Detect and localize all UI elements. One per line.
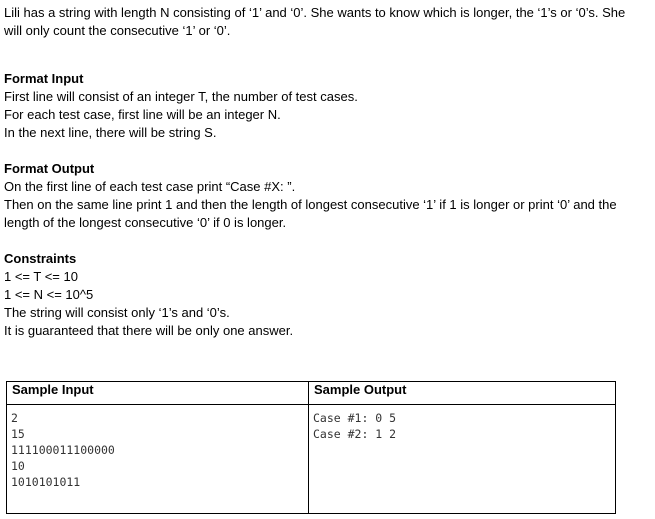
description-line-2: will only count the consecutive ‘1’ or ‘0’. [4, 23, 231, 38]
sample-input-line: 10 [11, 459, 25, 473]
constraints-section [4, 250, 644, 340]
description-line-1: Lili has a string with length N consisting of ‘1’ and ‘0’. She wants to know which is longer, the ‘1’s or ‘0’s. She [4, 5, 626, 20]
format-output-line: On the first line of each test case print “Case #X: ”. [4, 179, 296, 194]
sample-output-cell [309, 405, 616, 514]
constraint-line: It is guaranteed that there will be only one answer. [4, 323, 294, 338]
constraint-line: The string will consist only ‘1’s and ‘0’s. [4, 305, 230, 320]
constraint-line: 1 <= T <= 10 [4, 269, 78, 284]
constraint-line: 1 <= N <= 10^5 [4, 287, 94, 302]
sample-output-line: Case #2: 1 2 [313, 427, 397, 441]
sample-input-cell [7, 405, 309, 514]
constraints-heading: Constraints [4, 251, 77, 266]
sample-table [6, 381, 616, 514]
format-output-section [4, 160, 644, 232]
format-input-line: First line will consist of an integer T, the number of test cases. [4, 89, 358, 104]
sample-input-line: 111100011100000 [11, 443, 115, 457]
format-input-section [4, 70, 644, 142]
problem-statement [4, 4, 644, 340]
sample-input-header: Sample Input [7, 382, 309, 405]
format-input-heading: Format Input [4, 71, 84, 86]
format-input-line: In the next line, there will be string S. [4, 125, 217, 140]
sample-input-line: 15 [11, 427, 25, 441]
sample-input-line: 2 [11, 411, 18, 425]
sample-input-line: 1010101011 [11, 475, 81, 489]
sample-output-header: Sample Output [309, 382, 616, 405]
format-output-heading: Format Output [4, 161, 95, 176]
sample-output-line: Case #1: 0 5 [313, 411, 397, 425]
format-output-line: Then on the same line print 1 and then the length of longest consecutive ‘1’ if 1 is longer or print ‘0’ and the [4, 197, 617, 212]
format-input-line: For each test case, first line will be an integer N. [4, 107, 281, 122]
format-output-line: length of the longest consecutive ‘0’ if 0 is longer. [4, 215, 287, 230]
